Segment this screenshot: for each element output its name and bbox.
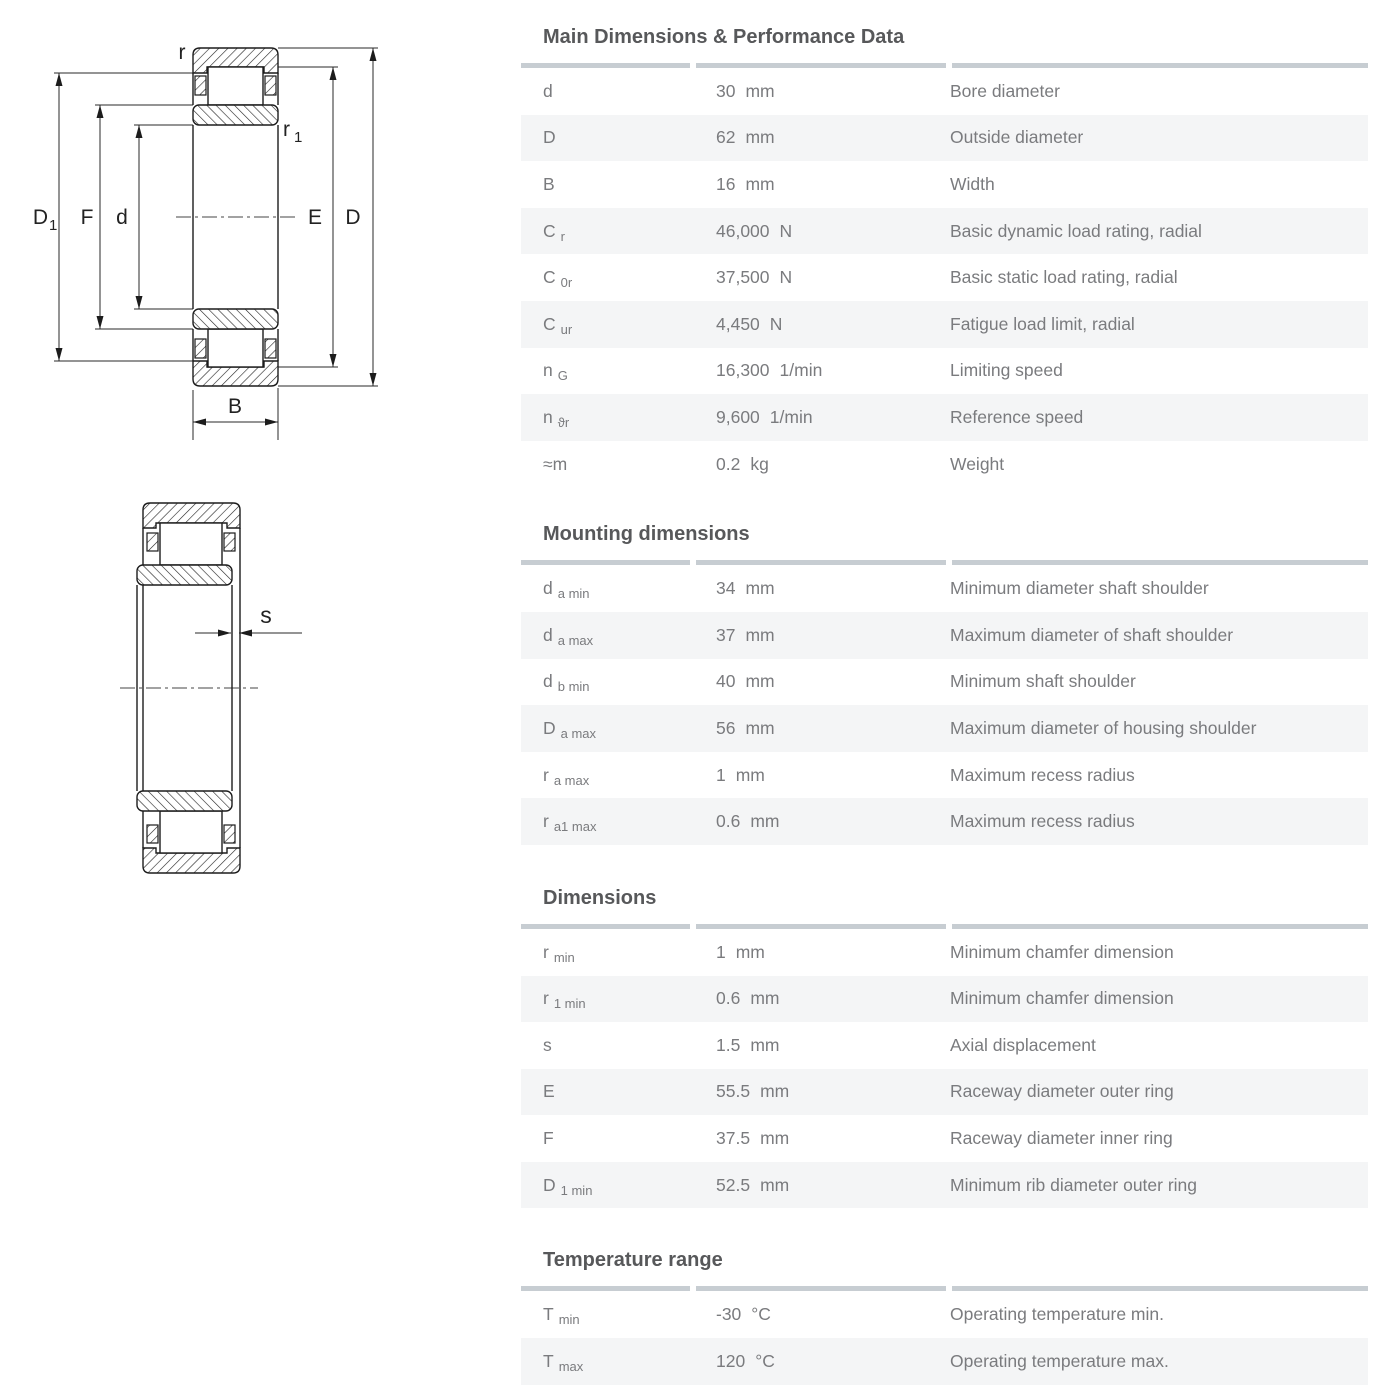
label-r1-sub: 1 <box>294 129 303 146</box>
description-cell: Bore diameter <box>950 80 1060 101</box>
symbol-subscript: r <box>560 228 565 244</box>
symbol-cell <box>521 360 696 384</box>
value-cell <box>696 127 946 148</box>
description-cell: Weight <box>950 453 1005 474</box>
unit: mm <box>745 127 775 148</box>
value: 1 <box>716 764 726 785</box>
symbol: T <box>543 1304 554 1325</box>
table-header-bar <box>521 63 1368 68</box>
unit: mm <box>745 578 775 599</box>
symbol: d <box>543 578 553 599</box>
value: 0.6 <box>716 988 741 1009</box>
table-header-bar <box>521 1286 1368 1291</box>
symbol-subscript: ϑr <box>557 414 570 430</box>
symbol-cell <box>521 174 696 195</box>
value-cell <box>696 765 946 786</box>
section-temperature-range <box>521 1248 1368 1384</box>
drawing-panel <box>0 0 520 940</box>
value: 37 <box>716 624 736 645</box>
symbol-subscript: a min <box>557 586 590 602</box>
label-r: r <box>178 41 186 64</box>
unit: mm <box>750 811 780 832</box>
inner-ring-bottom <box>193 309 278 329</box>
unit: mm <box>760 1081 790 1102</box>
symbol-cell <box>521 81 696 102</box>
symbol-subscript: 0r <box>560 275 573 291</box>
symbol-cell <box>521 1175 696 1196</box>
unit: mm <box>750 1034 780 1055</box>
bearing-cross-section-drawing <box>33 41 378 440</box>
bearing-displacement-drawing <box>120 503 302 873</box>
unit: mm <box>750 988 780 1009</box>
label-E: E <box>307 206 323 229</box>
spec-tables <box>521 0 1368 1385</box>
symbol-subscript: a max <box>560 725 597 741</box>
value-cell <box>696 267 946 288</box>
symbol-cell <box>521 718 696 739</box>
description-cell: Operating temperature min. <box>950 1304 1164 1325</box>
section-title: Main Dimensions & Performance Data <box>543 26 905 48</box>
symbol-cell <box>521 811 696 835</box>
symbol-cell <box>521 1035 696 1056</box>
label-D1: D <box>32 206 48 229</box>
symbol: ≈m <box>543 453 568 474</box>
symbol: D <box>543 127 556 148</box>
value: 16,300 <box>716 360 770 381</box>
description-cell: Maximum diameter of shaft shoulder <box>950 624 1234 645</box>
symbol-cell <box>521 127 696 148</box>
symbol: n <box>543 360 553 381</box>
table-row <box>521 208 1368 255</box>
symbol-subscript: a max <box>557 632 594 648</box>
unit: mm <box>735 764 765 785</box>
section-dimensions <box>521 886 1368 1209</box>
roller-bottom <box>160 811 222 853</box>
value-cell <box>696 578 946 599</box>
symbol-subscript: b min <box>557 679 590 695</box>
inner-ring-top <box>193 105 278 125</box>
symbol-subscript: max <box>558 1358 584 1374</box>
symbol-cell <box>521 407 696 428</box>
description-cell: Maximum diameter of housing shoulder <box>950 717 1257 738</box>
symbol: C <box>543 220 556 241</box>
section-main-dimensions <box>521 25 1368 487</box>
table-row <box>521 659 1368 706</box>
table-row <box>521 1069 1368 1116</box>
unit: °C <box>751 1304 771 1325</box>
symbol-cell <box>521 1304 696 1328</box>
value: 40 <box>716 671 736 692</box>
label-r1: r <box>283 118 290 141</box>
description-cell: Reference speed <box>950 406 1084 427</box>
symbol-subscript: a max <box>553 772 590 788</box>
symbol-subscript: a1 max <box>553 819 597 835</box>
table-row <box>521 254 1368 301</box>
table-body <box>521 68 1368 487</box>
unit: N <box>779 267 793 288</box>
table-row <box>521 612 1368 659</box>
value-cell <box>696 454 946 475</box>
value-cell <box>696 718 946 739</box>
description-cell: Outside diameter <box>950 127 1084 148</box>
symbol: B <box>543 173 555 194</box>
table-row <box>521 1022 1368 1069</box>
symbol-cell <box>521 671 696 695</box>
roller-top <box>208 67 263 105</box>
symbol: s <box>543 1034 552 1055</box>
label-B: B <box>227 395 243 418</box>
symbol: T <box>543 1350 554 1371</box>
inner-ring-bottom <box>137 791 232 811</box>
symbol-cell <box>521 578 696 602</box>
description-cell: Minimum rib diameter outer ring <box>950 1174 1198 1195</box>
symbol-subscript: ur <box>560 321 573 337</box>
table-row <box>521 752 1368 799</box>
table-row <box>521 976 1368 1023</box>
symbol: F <box>543 1128 554 1149</box>
description-cell: Raceway diameter inner ring <box>950 1128 1173 1149</box>
bearing-drawings <box>0 0 520 940</box>
description-cell: Basic static load rating, radial <box>950 267 1178 288</box>
table-row <box>521 301 1368 348</box>
value: 9,600 <box>716 406 760 427</box>
symbol-subscript: min <box>558 1312 580 1328</box>
value-cell <box>696 174 946 195</box>
description-cell: Minimum diameter shaft shoulder <box>950 578 1209 599</box>
symbol-subscript: 1 min <box>560 1182 593 1198</box>
table-row <box>521 1291 1368 1338</box>
table-header-bar <box>521 560 1368 565</box>
table-row <box>521 394 1368 441</box>
value: 1 <box>716 941 726 962</box>
value: 62 <box>716 127 736 148</box>
description-cell: Maximum recess radius <box>950 811 1135 832</box>
value-cell <box>696 1351 946 1372</box>
table-row <box>521 1162 1368 1209</box>
value-cell <box>696 1175 946 1196</box>
label-F: F <box>80 206 94 229</box>
table-row <box>521 115 1368 162</box>
unit: kg <box>750 453 769 474</box>
value-cell <box>696 625 946 646</box>
section-title: Dimensions <box>543 886 657 909</box>
symbol: C <box>543 313 556 334</box>
symbol: r <box>543 811 549 832</box>
symbol: r <box>543 764 549 785</box>
unit: mm <box>760 1174 790 1195</box>
section-mounting-dimensions <box>521 522 1368 845</box>
unit: mm <box>745 80 775 101</box>
symbol: E <box>543 1081 555 1102</box>
table-row <box>521 348 1368 395</box>
unit: mm <box>745 717 775 738</box>
description-cell: Minimum shaft shoulder <box>950 671 1136 692</box>
value: 37.5 <box>716 1128 751 1149</box>
table-body <box>521 929 1368 1209</box>
value-cell <box>696 360 946 381</box>
value-cell <box>696 407 946 428</box>
unit: N <box>769 313 783 334</box>
table-row <box>521 705 1368 752</box>
section-title: Temperature range <box>543 1249 723 1272</box>
table-row <box>521 929 1368 976</box>
symbol-cell <box>521 1081 696 1102</box>
value: 0.2 <box>716 453 741 474</box>
value: 30 <box>716 80 736 101</box>
symbol-cell <box>521 1351 696 1372</box>
symbol-subscript: min <box>553 949 575 965</box>
table-row <box>521 161 1368 208</box>
symbol: d <box>543 671 553 692</box>
value: 37,500 <box>716 267 770 288</box>
table-row <box>521 1338 1368 1385</box>
roller-bottom <box>208 329 263 367</box>
description-cell: Limiting speed <box>950 360 1063 381</box>
inner-ring-top <box>137 565 232 585</box>
value-cell <box>696 81 946 102</box>
label-D1-sub: 1 <box>49 217 58 234</box>
table-row <box>521 565 1368 612</box>
symbol: D <box>543 1174 556 1195</box>
value: 0.6 <box>716 811 741 832</box>
table-row <box>521 441 1368 488</box>
symbol-cell <box>521 625 696 646</box>
symbol-cell <box>521 314 696 335</box>
description-cell: Raceway diameter outer ring <box>950 1081 1174 1102</box>
symbol: d <box>543 80 553 101</box>
symbol: d <box>543 624 553 645</box>
value-cell <box>696 314 946 335</box>
unit: mm <box>760 1128 790 1149</box>
value: -30 <box>716 1304 742 1325</box>
value: 34 <box>716 578 736 599</box>
value: 1.5 <box>716 1034 741 1055</box>
value: 55.5 <box>716 1081 751 1102</box>
table-body <box>521 1291 1368 1384</box>
unit: mm <box>745 671 775 692</box>
value-cell <box>696 1304 946 1325</box>
symbol-cell <box>521 988 696 1012</box>
symbol: n <box>543 406 553 427</box>
unit: mm <box>745 173 775 194</box>
symbol-cell <box>521 942 696 963</box>
table-body <box>521 565 1368 845</box>
unit: mm <box>735 941 765 962</box>
symbol-cell <box>521 221 696 242</box>
symbol-subscript: G <box>557 368 568 384</box>
symbol-cell <box>521 454 696 475</box>
description-cell: Minimum chamfer dimension <box>950 941 1174 962</box>
roller-top <box>160 523 222 565</box>
description-cell: Fatigue load limit, radial <box>950 313 1135 334</box>
section-title: Mounting dimensions <box>543 523 750 546</box>
symbol: r <box>543 941 549 962</box>
value-cell <box>696 1035 946 1056</box>
unit: 1/min <box>779 360 823 381</box>
label-d: d <box>116 206 128 229</box>
value: 46,000 <box>716 220 770 241</box>
unit: 1/min <box>769 406 813 427</box>
table-row <box>521 68 1368 115</box>
unit: N <box>779 220 793 241</box>
value-cell <box>696 942 946 963</box>
symbol-cell <box>521 765 696 786</box>
value-cell <box>696 1128 946 1149</box>
description-cell: Basic dynamic load rating, radial <box>950 220 1202 241</box>
symbol-subscript: 1 min <box>553 996 586 1012</box>
table-row <box>521 798 1368 845</box>
value-cell <box>696 221 946 242</box>
description-cell: Operating temperature max. <box>950 1350 1169 1371</box>
symbol-cell <box>521 267 696 291</box>
label-D: D <box>345 206 361 229</box>
value: 120 <box>716 1350 746 1371</box>
value: 56 <box>716 717 736 738</box>
value: 16 <box>716 173 736 194</box>
value-cell <box>696 1081 946 1102</box>
table-header-bar <box>521 924 1368 929</box>
value-cell <box>696 988 946 1009</box>
unit: mm <box>745 624 775 645</box>
value-cell <box>696 671 946 692</box>
symbol: r <box>543 988 549 1009</box>
value: 4,450 <box>716 313 760 334</box>
value-cell <box>696 811 946 832</box>
description-cell: Maximum recess radius <box>950 764 1135 785</box>
symbol: C <box>543 267 556 288</box>
unit: °C <box>755 1350 775 1371</box>
description-cell: Width <box>950 173 995 194</box>
symbol-cell <box>521 1128 696 1149</box>
table-row <box>521 1115 1368 1162</box>
label-s: s <box>260 602 272 628</box>
value: 52.5 <box>716 1174 751 1195</box>
description-cell: Minimum chamfer dimension <box>950 988 1174 1009</box>
description-cell: Axial displacement <box>950 1034 1096 1055</box>
symbol: D <box>543 717 556 738</box>
